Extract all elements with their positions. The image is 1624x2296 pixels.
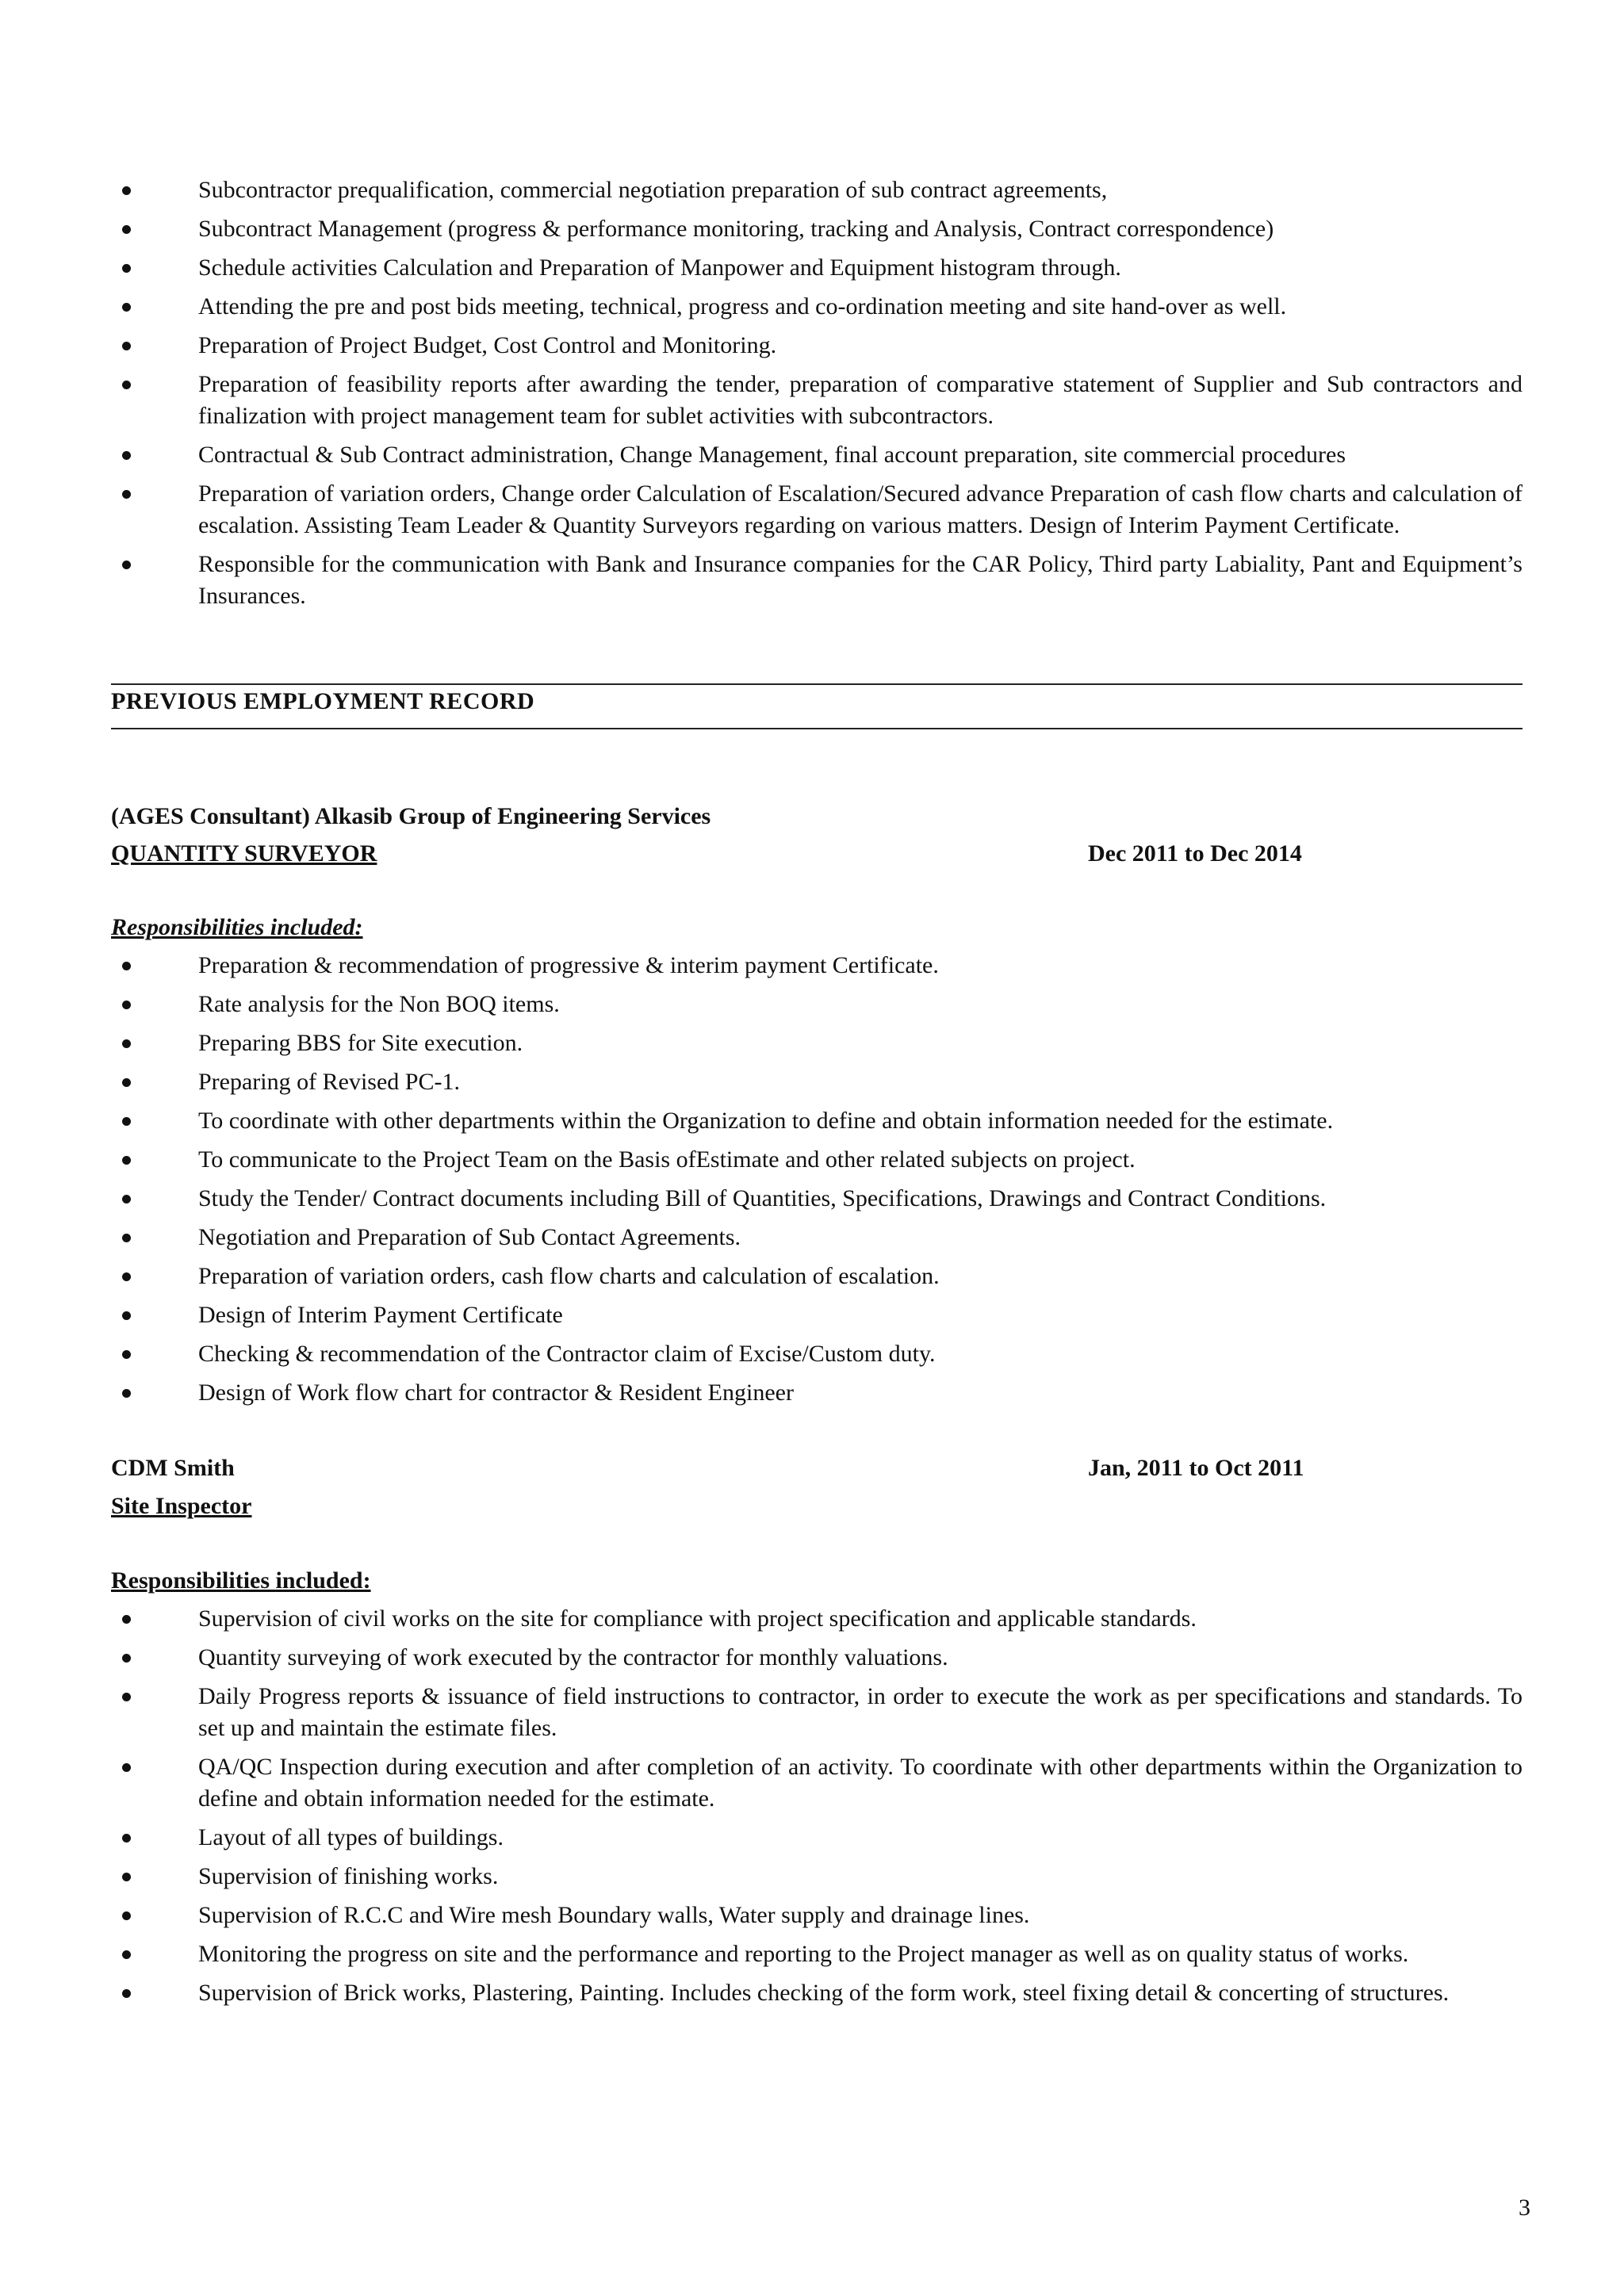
- bullet-icon: [122, 962, 131, 970]
- list-item: [111, 369, 1522, 432]
- list-item: [111, 989, 1522, 1020]
- list-item: [111, 1299, 1522, 1331]
- list-item-text: To communicate to the Project Team on the Basis ofEstimate and other related subjects on project.: [198, 1146, 1136, 1173]
- list-item-text: Supervision of Brick works, Plastering, Painting. Includes checking of the form work, steel fixing detail & concerting of structures.: [198, 1980, 1450, 2006]
- job2-responsibilities: [111, 1603, 1522, 2016]
- bullet-icon: [122, 451, 131, 460]
- list-item-text: Quantity surveying of work executed by the contractor for monthly valuations.: [198, 1644, 948, 1670]
- bullet-icon: [122, 186, 131, 195]
- list-item-text: Design of Work flow chart for contractor & Resident Engineer: [198, 1380, 794, 1406]
- job2-employer: CDM Smith: [111, 1455, 235, 1481]
- list-item-text: Negotiation and Preparation of Sub Contact Agreements.: [198, 1224, 741, 1250]
- section-rule-bottom: [111, 728, 1522, 729]
- list-item: [111, 252, 1522, 284]
- list-item-text: Rate analysis for the Non BOQ items.: [198, 991, 560, 1017]
- list-item-text: Monitoring the progress on site and the performance and reporting to the Project manager as well as on quality status of works.: [198, 1941, 1409, 1967]
- list-item: [111, 1861, 1522, 1892]
- list-item: [111, 291, 1522, 323]
- bullet-icon: [122, 1911, 131, 1920]
- bullet-icon: [122, 1693, 131, 1701]
- section-rule-top: [111, 683, 1522, 685]
- bullet-icon: [122, 1763, 131, 1772]
- job1-responsibilities: [111, 950, 1522, 1416]
- top-responsibilities: [111, 174, 1522, 619]
- job2-responsibilities-heading: Responsibilities included:: [111, 1567, 371, 1594]
- list-item: [111, 1642, 1522, 1674]
- list-item-text: To coordinate with other departments within the Organization to define and obtain information needed for the estimate.: [198, 1108, 1334, 1134]
- bullet-icon: [122, 561, 131, 569]
- bullet-icon: [122, 1873, 131, 1881]
- bullet-icon: [122, 1389, 131, 1398]
- list-item: [111, 1822, 1522, 1854]
- job2-bullet-list: [111, 1603, 1522, 2009]
- list-item: [111, 549, 1522, 612]
- list-item-text: Preparation of Project Budget, Cost Control and Monitoring.: [198, 332, 777, 358]
- list-item: [111, 1261, 1522, 1292]
- job1-bullet-list: [111, 950, 1522, 1409]
- list-item: [111, 213, 1522, 245]
- bullet-icon: [122, 225, 131, 234]
- list-item: [111, 1603, 1522, 1635]
- job1-role: QUANTITY SURVEYOR: [111, 840, 377, 867]
- bullet-icon: [122, 1039, 131, 1048]
- list-item-text: Preparation of variation orders, Change order Calculation of Escalation/Secured advance Preparation of cash flow charts and calculation of escalation. Assisting Team Leader & Quantity Surveyors regarding on various matters. Design of Interim Payment Certificate.: [198, 480, 1522, 538]
- list-item: [111, 1144, 1522, 1176]
- list-item-text: Study the Tender/ Contract documents including Bill of Quantities, Specifications, Drawings and Contract Conditions.: [198, 1185, 1327, 1211]
- job1-responsibilities-heading: Responsibilities included:: [111, 914, 363, 940]
- bullet-icon: [122, 1350, 131, 1359]
- bullet-icon: [122, 1156, 131, 1165]
- list-item: [111, 174, 1522, 206]
- list-item: [111, 1183, 1522, 1215]
- bullet-icon: [122, 1615, 131, 1624]
- list-item: [111, 1338, 1522, 1370]
- bullet-icon: [122, 342, 131, 350]
- list-item: [111, 1105, 1522, 1137]
- list-item: [111, 1751, 1522, 1815]
- list-item-text: Preparing BBS for Site execution.: [198, 1030, 523, 1056]
- section-title: PREVIOUS EMPLOYMENT RECORD: [111, 688, 535, 714]
- list-item: [111, 330, 1522, 362]
- list-item-text: Supervision of civil works on the site for compliance with project specification and applicable standards.: [198, 1605, 1197, 1632]
- job2-dates: Jan, 2011 to Oct 2011: [1088, 1455, 1304, 1481]
- list-item: [111, 439, 1522, 471]
- list-item: [111, 1681, 1522, 1744]
- list-item: [111, 1938, 1522, 1970]
- list-item: [111, 1222, 1522, 1253]
- bullet-icon: [122, 1117, 131, 1126]
- list-item-text: Schedule activities Calculation and Preparation of Manpower and Equipment histogram through.: [198, 254, 1121, 281]
- job1-employer: (AGES Consultant) Alkasib Group of Engineering Services: [111, 803, 711, 829]
- list-item: [111, 1977, 1522, 2009]
- list-item-text: Daily Progress reports & issuance of field instructions to contractor, in order to execute the work as per specifications and standards. To set up and maintain the estimate files.: [198, 1683, 1522, 1741]
- list-item-text: Preparation & recommendation of progressive & interim payment Certificate.: [198, 952, 939, 978]
- list-item-text: Preparation of variation orders, cash flow charts and calculation of escalation.: [198, 1263, 940, 1289]
- list-item-text: Subcontractor prequalification, commercial negotiation preparation of sub contract agreements,: [198, 177, 1108, 203]
- bullet-icon: [122, 1272, 131, 1281]
- list-item: [111, 1377, 1522, 1409]
- bullet-icon: [122, 1654, 131, 1663]
- list-item: [111, 478, 1522, 541]
- list-item-text: Design of Interim Payment Certificate: [198, 1302, 563, 1328]
- bullet-icon: [122, 264, 131, 273]
- list-item-text: Layout of all types of buildings.: [198, 1824, 504, 1850]
- bullet-icon: [122, 1834, 131, 1843]
- job2-role: Site Inspector: [111, 1493, 252, 1519]
- top-bullet-list: [111, 174, 1522, 612]
- bullet-icon: [122, 490, 131, 499]
- list-item: [111, 950, 1522, 982]
- bullet-icon: [122, 1001, 131, 1009]
- list-item: [111, 1066, 1522, 1098]
- list-item-text: Responsible for the communication with Bank and Insurance companies for the CAR Policy, Third party Labiality, Pant and Equipment’s Insurances.: [198, 551, 1522, 609]
- job1-dates: Dec 2011 to Dec 2014: [1088, 840, 1302, 867]
- list-item-text: Supervision of R.C.C and Wire mesh Boundary walls, Water supply and drainage lines.: [198, 1902, 1030, 1928]
- list-item-text: Attending the pre and post bids meeting, technical, progress and co-ordination meeting and site hand-over as well.: [198, 293, 1287, 320]
- list-item-text: Preparing of Revised PC-1.: [198, 1069, 460, 1095]
- bullet-icon: [122, 381, 131, 389]
- list-item: [111, 1900, 1522, 1931]
- bullet-icon: [122, 1234, 131, 1242]
- list-item-text: Supervision of finishing works.: [198, 1863, 499, 1889]
- list-item-text: Preparation of feasibility reports after awarding the tender, preparation of comparative statement of Supplier and Sub contractors and finalization with project management team for sublet activities with subcontractors.: [198, 371, 1522, 429]
- bullet-icon: [122, 1195, 131, 1203]
- bullet-icon: [122, 303, 131, 312]
- list-item-text: Subcontract Management (progress & performance monitoring, tracking and Analysis, Contract correspondence): [198, 216, 1274, 242]
- page-number: 3: [1519, 2195, 1530, 2221]
- list-item-text: QA/QC Inspection during execution and after completion of an activity. To coordinate with other departments within the Organization to define and obtain information needed for the estimate.: [198, 1754, 1522, 1812]
- bullet-icon: [122, 1989, 131, 1998]
- bullet-icon: [122, 1078, 131, 1087]
- bullet-icon: [122, 1950, 131, 1959]
- list-item: [111, 1027, 1522, 1059]
- list-item-text: Contractual & Sub Contract administration, Change Management, final account preparation, site commercial procedures: [198, 442, 1346, 468]
- bullet-icon: [122, 1311, 131, 1320]
- list-item-text: Checking & recommendation of the Contractor claim of Excise/Custom duty.: [198, 1341, 936, 1367]
